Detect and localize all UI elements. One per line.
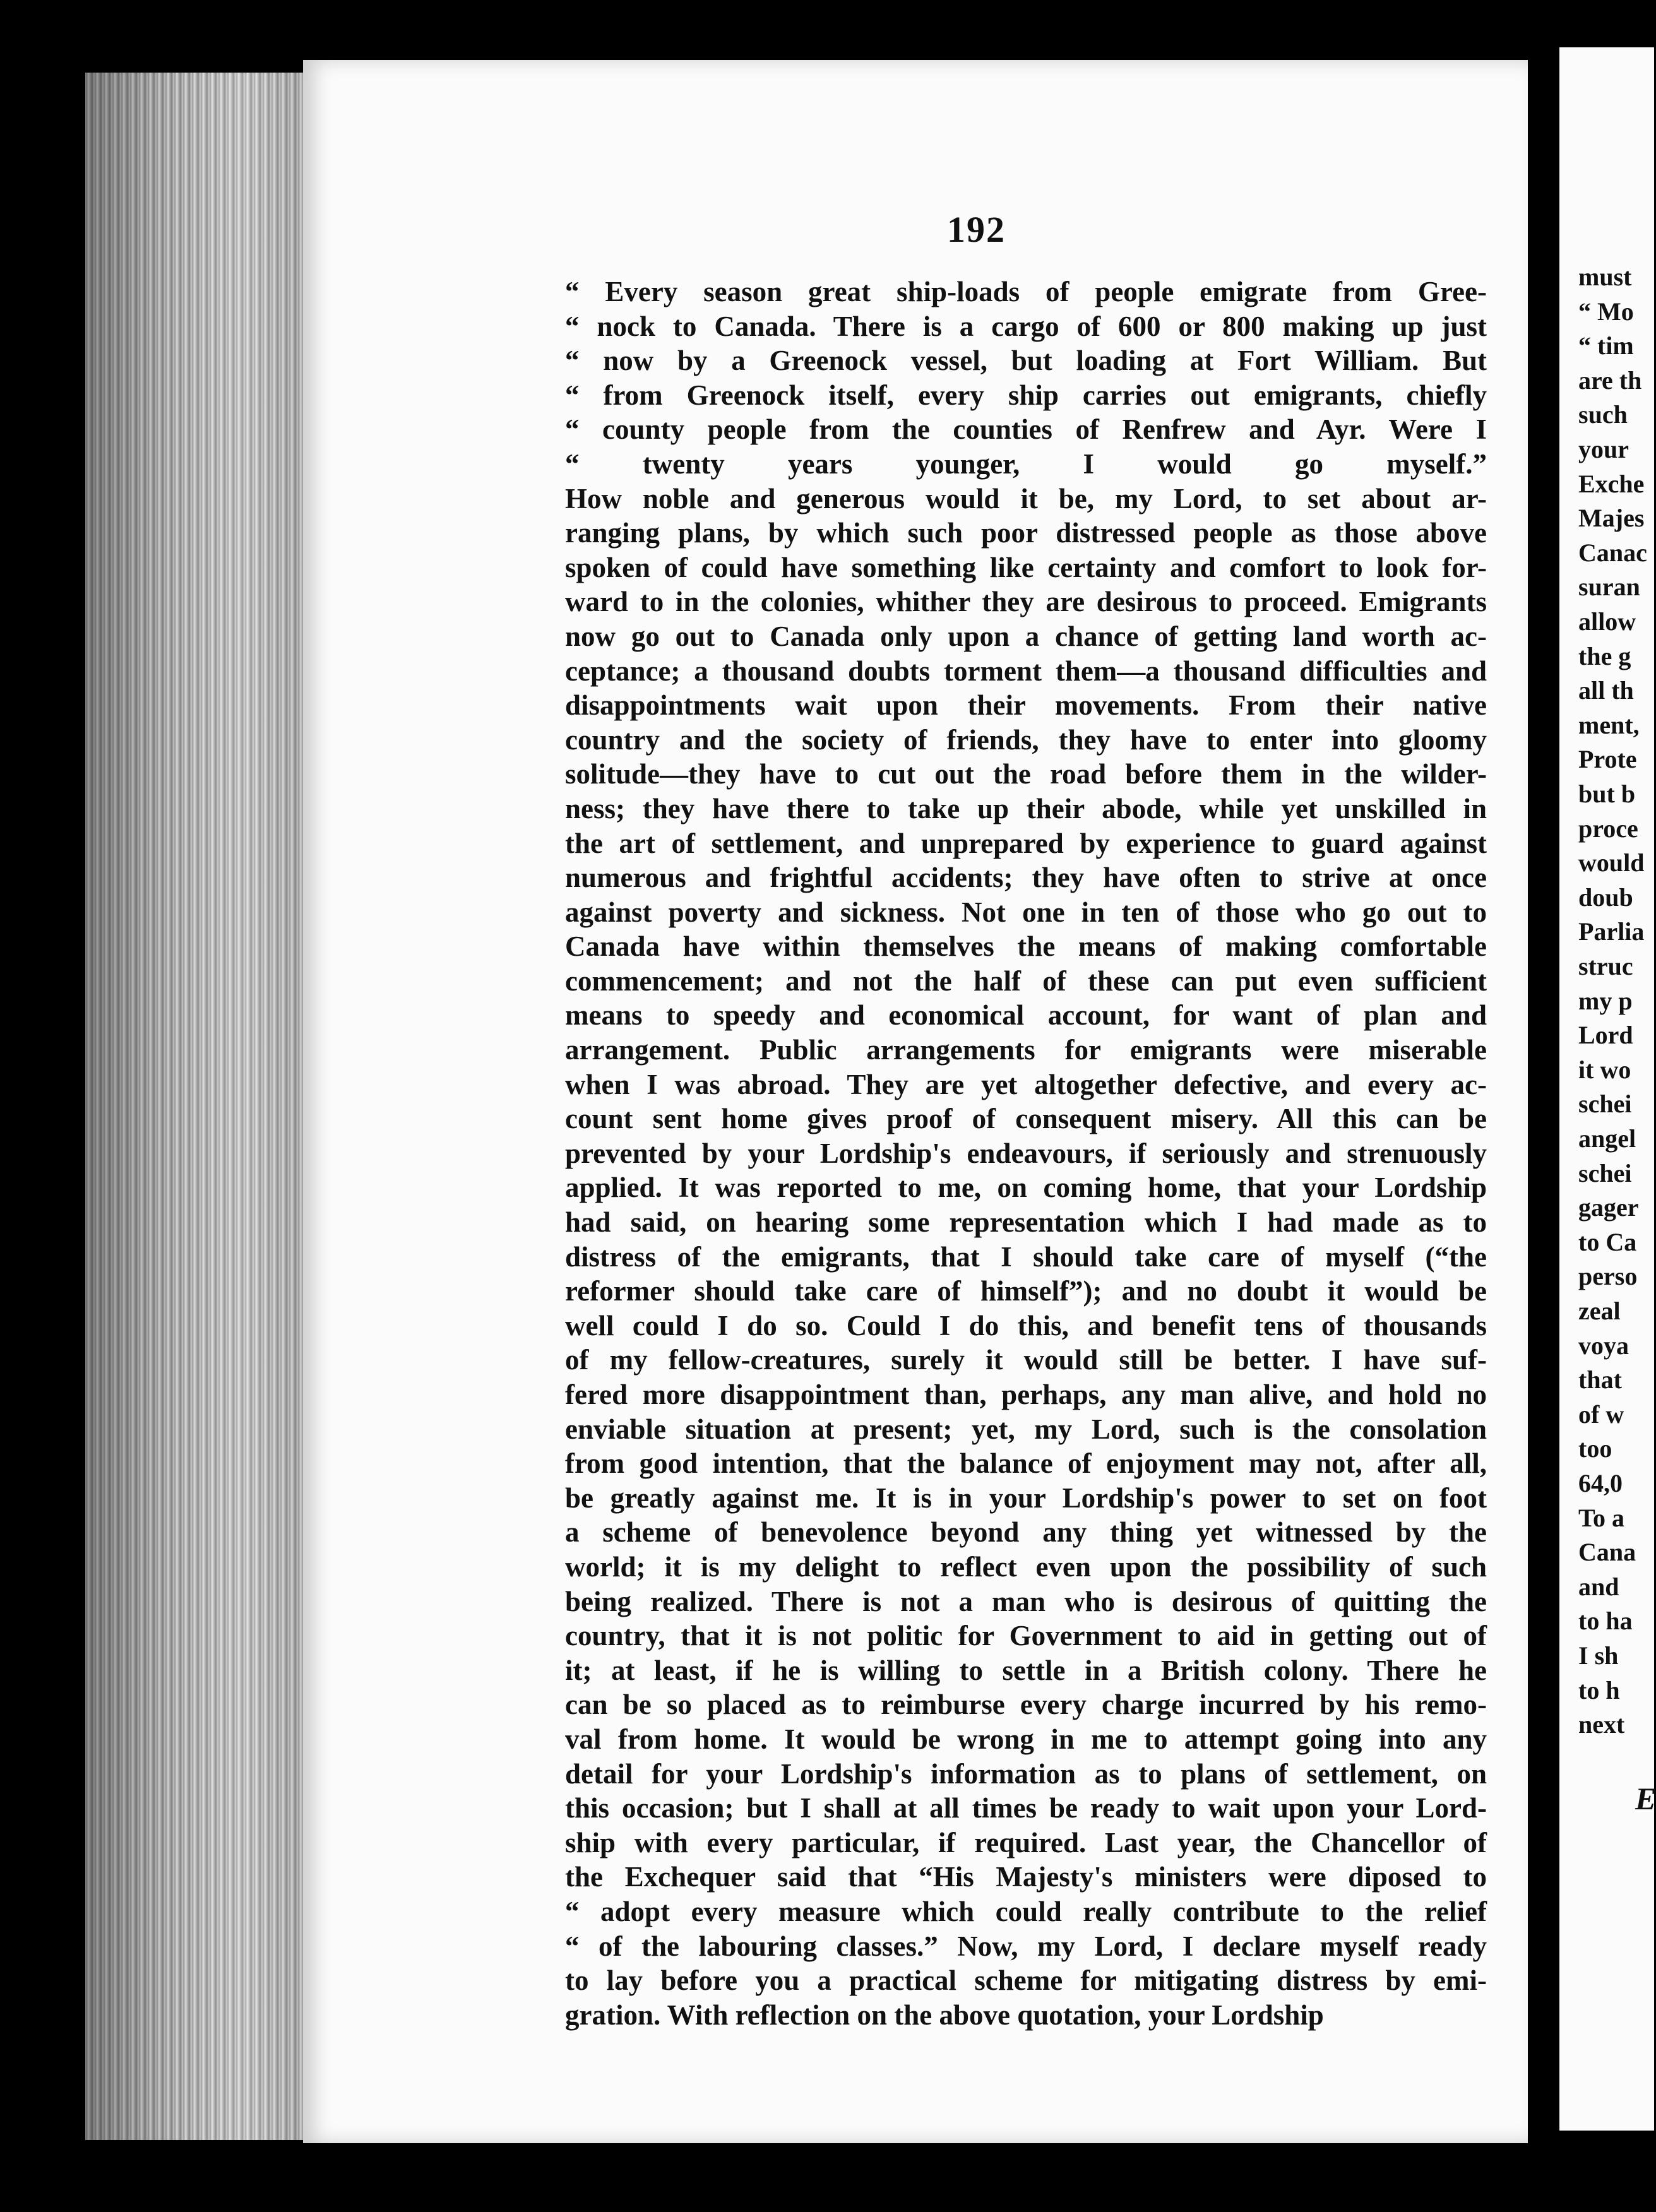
facing-page-line: such	[1578, 400, 1628, 429]
facing-page-line: to ha	[1578, 1607, 1633, 1636]
text-line: Canada have within themselves the means of making comfortable	[565, 931, 1487, 963]
text-line: against poverty and sickness. Not one in ten of those who go out to	[565, 896, 1487, 928]
text-line: distress of the emigrants, that I should take care of myself (“the	[565, 1240, 1487, 1273]
text-line: “ Every season great ship-loads of people emigrate from Gree-	[565, 276, 1487, 307]
text-line: means to speedy and economical account, for want of plan and	[565, 999, 1487, 1032]
text-line: disappointments wait upon their movements. From their native	[565, 689, 1487, 722]
text-line: “ nock to Canada. There is a cargo of 600 or 800 making up just	[565, 310, 1487, 342]
text-line: “ from Greenock itself, every ship carries out emigrants, chiefly	[565, 379, 1487, 411]
text-line: this occasion; but I shall at all times be ready to wait upon your Lord-	[565, 1792, 1487, 1824]
text-line: “ twenty years younger, I would go myself.”	[565, 448, 1487, 480]
facing-page-line: all th	[1578, 676, 1634, 705]
facing-page-line: must	[1578, 263, 1632, 291]
facing-page-line: Majes	[1578, 504, 1645, 533]
facing-page-line: schei	[1578, 1090, 1632, 1119]
text-line: solitude—they have to cut out the road before them in the wilder-	[565, 758, 1487, 790]
text-line: ness; they have there to take up their abode, while yet unskilled in	[565, 792, 1487, 824]
text-line: ship with every particular, if required. Last year, the Chancellor of	[565, 1826, 1487, 1858]
facing-page-line: Canac	[1578, 538, 1647, 567]
facing-page-line: your	[1578, 435, 1629, 463]
facing-page-line: Lord	[1578, 1021, 1633, 1050]
text-line: world; it is my delight to reflect even upon the possibility of such	[565, 1550, 1487, 1583]
text-line: applied. It was reported to me, on coming home, that your Lordship	[565, 1172, 1487, 1204]
text-line: “ county people from the counties of Renfrew and Ayr. Were I	[565, 413, 1487, 446]
text-line: “ now by a Greenock vessel, but loading at Fort William. But	[565, 345, 1487, 377]
facing-page-letter: E	[1635, 1781, 1656, 1816]
text-line: val from home. It would be wrong in me to attempt going into any	[565, 1723, 1487, 1755]
facing-page-line: perso	[1578, 1262, 1638, 1291]
text-line: be greatly against me. It is in your Lordship's power to set on foot	[565, 1482, 1487, 1514]
facing-page-line: it wo	[1578, 1055, 1631, 1084]
text-line: ceptance; a thousand doubts torment them—a thousand difficulties and	[565, 655, 1487, 687]
page-body-text	[565, 275, 1487, 2032]
facing-page-line: ment,	[1578, 710, 1640, 739]
facing-page-line: that	[1578, 1365, 1622, 1394]
facing-page-line: too	[1578, 1434, 1612, 1463]
facing-page-line: the g	[1578, 641, 1631, 670]
facing-page-line: but b	[1578, 780, 1636, 808]
facing-page-line: would	[1578, 848, 1645, 877]
book-page-edges	[85, 73, 313, 2140]
text-line: fered more disappointment than, perhaps, any man alive, and hold no	[565, 1379, 1487, 1410]
text-line: when I was abroad. They are yet altogether defective, and every ac-	[565, 1068, 1487, 1100]
facing-page-line: Exche	[1578, 469, 1645, 498]
facing-page-line: of w	[1578, 1400, 1624, 1429]
text-line: being realized. There is not a man who is desirous of quitting the	[565, 1585, 1487, 1617]
text-line: ranging plans, by which such poor distressed people as those above	[565, 517, 1487, 549]
facing-page-line: schei	[1578, 1158, 1632, 1187]
facing-page-line: and	[1578, 1572, 1619, 1601]
text-line: can be so placed as to reimburse every charge incurred by his remo-	[565, 1689, 1487, 1721]
text-line: prevented by your Lordship's endeavours, if seriously and strenuously	[565, 1137, 1487, 1169]
facing-page-line: to Ca	[1578, 1227, 1637, 1256]
text-line: count sent home gives proof of consequent misery. All this can be	[565, 1103, 1487, 1135]
text-line: from good intention, that the balance of enjoyment may not, after all,	[565, 1448, 1487, 1480]
text-line: of my fellow-creatures, surely it would still be better. I have suf-	[565, 1344, 1487, 1376]
facing-page-line: I sh	[1578, 1641, 1619, 1670]
text-line: detail for your Lordship's information as to plans of settlement, on	[565, 1757, 1487, 1790]
text-line: to lay before you a practical scheme for mitigating distress by emi-	[565, 1965, 1487, 1997]
text-line: the Exchequer said that “His Majesty's ministers were diposed to	[565, 1861, 1487, 1893]
text-line: reformer should take care of himself”); and no doubt it would be	[565, 1275, 1487, 1307]
text-line: enviable situation at present; yet, my Lord, such is the consolation	[565, 1413, 1487, 1445]
text-line: well could I do so. Could I do this, and benefit tens of thousands	[565, 1309, 1487, 1341]
text-line: gration. With reflection on the above quotation, your Lordship	[565, 1999, 1324, 2031]
facing-page-line: next	[1578, 1710, 1625, 1739]
text-line: ward to in the colonies, whither they are desirous to proceed. Emigrants	[565, 586, 1487, 618]
facing-page-line: zeal	[1578, 1297, 1621, 1325]
text-line: country and the society of friends, they have to enter into gloomy	[565, 723, 1487, 756]
text-line: “ of the labouring classes.” Now, my Lord, I declare myself ready	[565, 1930, 1487, 1962]
text-line: commencement; and not the half of these can put even sufficient	[565, 965, 1487, 997]
text-line: arrangement. Public arrangements for emigrants were miserable	[565, 1034, 1487, 1066]
text-line: had said, on hearing some representation which I had made as to	[565, 1206, 1487, 1239]
text-line: a scheme of benevolence beyond any thing yet witnessed by the	[565, 1516, 1487, 1549]
facing-page-line: “ Mo	[1578, 297, 1634, 326]
facing-page-line: proce	[1578, 814, 1638, 843]
text-line: “ adopt every measure which could really contribute to the relief	[565, 1895, 1487, 1927]
facing-page-line: voya	[1578, 1331, 1629, 1360]
facing-page-line: struc	[1578, 952, 1633, 980]
facing-page-line: are th	[1578, 366, 1642, 395]
facing-page-line: To a	[1578, 1503, 1625, 1532]
facing-page-line: doub	[1578, 883, 1633, 912]
facing-page-line: Prote	[1578, 745, 1637, 774]
text-line: numerous and frightful accidents; they have often to strive at once	[565, 862, 1487, 894]
text-line: How noble and generous would it be, my Lord, to set about ar-	[565, 482, 1487, 514]
page-number: 192	[947, 209, 1006, 250]
text-line: spoken of could have something like certainty and comfort to look for-	[565, 551, 1487, 583]
facing-page-line: suran	[1578, 573, 1640, 602]
text-line: it; at least, if he is willing to settle in a British colony. There he	[565, 1654, 1487, 1686]
facing-page-line: 64,0	[1578, 1469, 1623, 1497]
facing-page-line: to h	[1578, 1675, 1620, 1704]
facing-page-line: my p	[1578, 986, 1633, 1015]
text-line: country, that it is not politic for Government to aid in getting out of	[565, 1620, 1487, 1652]
facing-page-line: Parlia	[1578, 917, 1645, 946]
text-line: now go out to Canada only upon a chance of getting land worth ac-	[565, 620, 1487, 652]
facing-page-line: allow	[1578, 607, 1636, 636]
text-line: the art of settlement, and unprepared by experience to guard against	[565, 827, 1487, 859]
facing-page-line: angel	[1578, 1124, 1636, 1153]
facing-page-line: gager	[1578, 1193, 1639, 1222]
facing-page-line: “ tim	[1578, 331, 1634, 360]
facing-page-line: Cana	[1578, 1538, 1636, 1567]
